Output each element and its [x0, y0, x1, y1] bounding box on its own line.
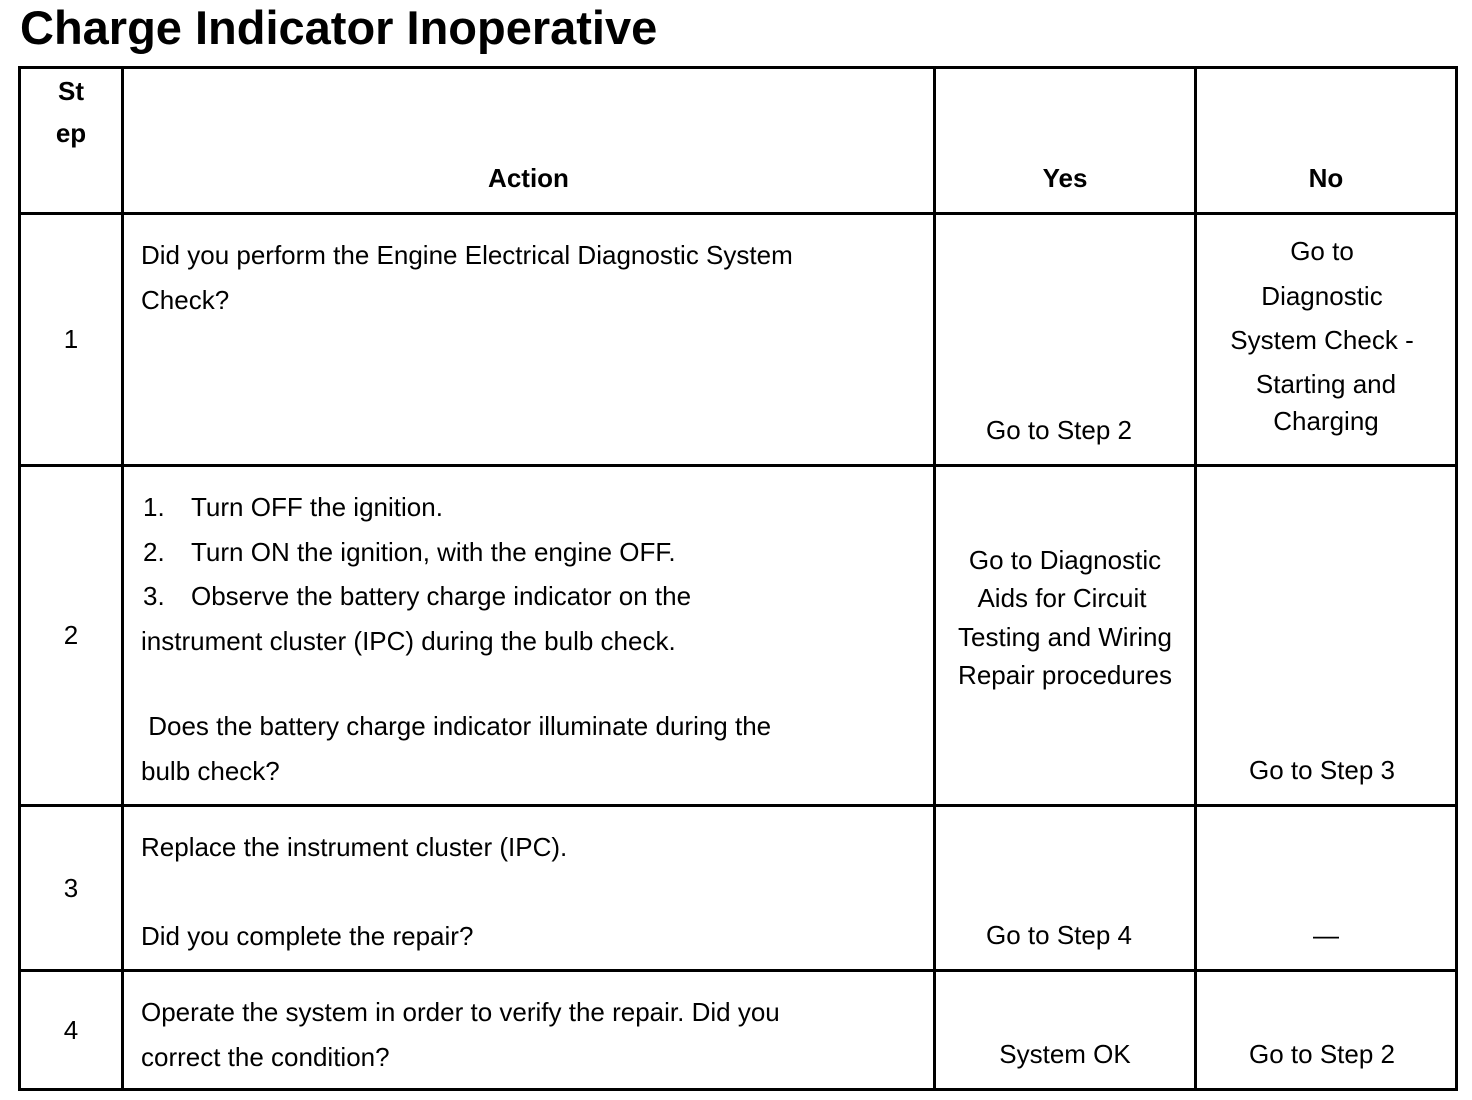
- page-title: Charge Indicator Inoperative: [20, 1, 658, 54]
- action-text: correct the condition?: [141, 1041, 390, 1072]
- action-cell: [123, 214, 935, 466]
- list-item: 1. Turn OFF the ignition.: [143, 492, 443, 522]
- action-text: Check?: [141, 284, 230, 315]
- header-no: No: [1196, 68, 1457, 214]
- no-link[interactable]: Go to Step 2: [1249, 1038, 1395, 1069]
- action-cell: [123, 466, 935, 806]
- list-item: 3. Observe the battery charge indicator on the: [143, 581, 692, 611]
- no-link[interactable]: System Check -: [1230, 325, 1414, 355]
- no-link[interactable]: Charging: [1273, 405, 1379, 436]
- no-cell: [1196, 214, 1457, 466]
- no-link[interactable]: Starting and: [1255, 368, 1397, 399]
- diagnostic-table: [18, 66, 1458, 1091]
- header-row: [20, 68, 1457, 214]
- table-row: [20, 806, 1457, 971]
- no-link[interactable]: Go to: [1290, 236, 1354, 266]
- action-text: Did you perform the Engine Electrical Diagnostic System: [141, 240, 793, 270]
- spacer: [141, 870, 933, 914]
- question-text: bulb check?: [141, 755, 280, 786]
- action-text: instrument cluster (IPC) during the bulb check.: [141, 625, 676, 656]
- header-action: Action: [123, 68, 935, 214]
- yes-link[interactable]: Testing and Wiring: [958, 621, 1172, 652]
- list-item: 2. Turn ON the ignition, with the engine OFF.: [143, 536, 676, 567]
- spacer: [141, 663, 933, 704]
- step-number: 4: [20, 971, 123, 1090]
- yes-link[interactable]: Go to Diagnostic: [968, 544, 1162, 575]
- step-number: 3: [20, 806, 123, 971]
- no-value: —: [1313, 919, 1339, 950]
- table-row: [20, 971, 1457, 1090]
- action-cell: [123, 806, 935, 971]
- table-row: [20, 466, 1457, 806]
- procedure-list: [141, 485, 933, 619]
- question-text: Does the battery charge indicator illuminate during the: [141, 711, 772, 741]
- no-cell: [1196, 806, 1457, 971]
- yes-cell: [935, 971, 1196, 1090]
- yes-link[interactable]: Repair procedures: [958, 660, 1172, 690]
- no-cell: [1196, 971, 1457, 1090]
- header-yes: Yes: [935, 68, 1196, 214]
- action-text: Replace the instrument cluster (IPC).: [141, 832, 568, 862]
- yes-cell: [935, 466, 1196, 806]
- step-number: 1: [20, 214, 123, 466]
- header-step-line1: St: [58, 76, 84, 106]
- yes-result: System OK: [999, 1038, 1131, 1069]
- yes-cell: [935, 806, 1196, 971]
- yes-link[interactable]: Go to Step 4: [986, 919, 1132, 950]
- step-number: 2: [20, 466, 123, 806]
- yes-link[interactable]: Aids for Circuit: [977, 583, 1147, 613]
- table-row: [20, 214, 1457, 466]
- header-step: [20, 68, 123, 214]
- yes-cell: [935, 214, 1196, 466]
- no-link[interactable]: Go to Step 3: [1249, 754, 1395, 785]
- header-step-line2: ep: [55, 118, 87, 148]
- question-text: Did you complete the repair?: [141, 920, 474, 951]
- action-cell: [123, 971, 935, 1090]
- no-cell: [1196, 466, 1457, 806]
- no-link[interactable]: Diagnostic: [1261, 280, 1383, 311]
- yes-link[interactable]: Go to Step 2: [986, 414, 1132, 445]
- action-text: Operate the system in order to verify the repair. Did you: [141, 997, 780, 1027]
